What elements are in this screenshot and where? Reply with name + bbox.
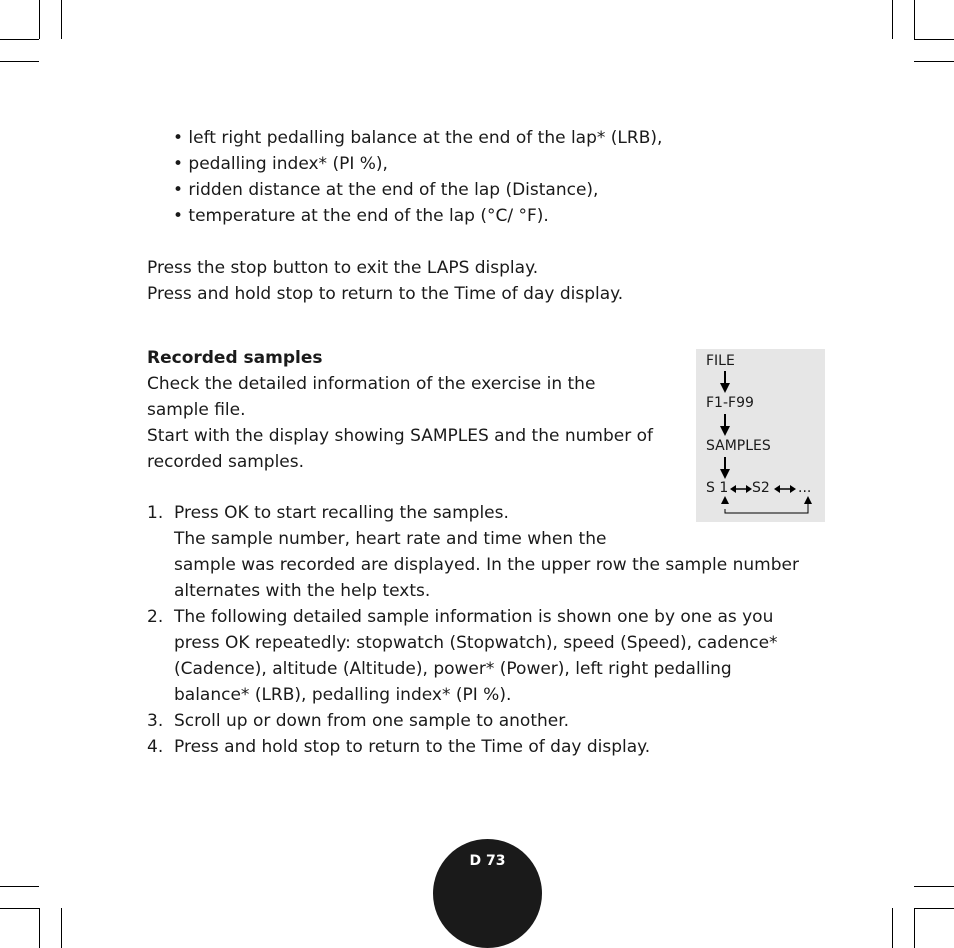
step-line: press OK repeatedly: stopwatch (Stopwatch), speed (Speed), cadence* (174, 633, 778, 653)
crop-mark (39, 908, 40, 948)
step-number: 2. (147, 607, 164, 627)
step-line: Press and hold stop to return to the Time of day display. (174, 737, 651, 757)
double-arrow-icon (730, 485, 752, 493)
bullet-item: • left right pedalling balance at the end of the lap* (LRB), (173, 128, 663, 148)
double-arrow-icon (774, 485, 796, 493)
page-number: D 73 (469, 853, 506, 869)
crop-mark (0, 886, 39, 887)
paragraph-line: Press and hold stop to return to the Time of day display. (147, 284, 624, 304)
intro-line: Check the detailed information of the exercise in the (147, 374, 596, 394)
section-heading: Recorded samples (147, 348, 323, 368)
step-line: balance* (LRB), pedalling index* (PI %). (174, 685, 512, 705)
step-number: 3. (147, 711, 164, 731)
bullet-item: • pedalling index* (PI %), (173, 154, 388, 174)
intro-line: sample file. (147, 400, 246, 420)
exit-paragraph (147, 255, 623, 307)
intro-line: recorded samples. (147, 452, 305, 472)
step-line: The following detailed sample information is shown one by one as you (174, 607, 774, 627)
step-line: The sample number, heart rate and time when the (174, 529, 607, 549)
diagram-label-file: FILE (706, 353, 735, 369)
diagram-label-s1: S 1 (706, 480, 729, 496)
crop-mark (39, 0, 40, 39)
step-number: 4. (147, 737, 164, 757)
loop-return-icon (721, 496, 812, 513)
crop-mark (914, 39, 954, 40)
crop-mark (0, 908, 39, 909)
down-arrow-icon (720, 371, 730, 393)
crop-mark (0, 39, 39, 40)
crop-mark (892, 908, 893, 948)
crop-mark (61, 908, 62, 948)
lap-info-bullet-list (173, 125, 662, 229)
step-line: Press OK to start recalling the samples. (174, 503, 509, 523)
page-number-badge (433, 839, 542, 948)
step-item (147, 604, 799, 708)
down-arrow-icon (720, 414, 730, 436)
step-item (147, 734, 799, 760)
intro-line: Start with the display showing SAMPLES and the number of (147, 426, 653, 446)
steps-list (147, 500, 799, 760)
bullet-item: • temperature at the end of the lap (°C/ °F). (173, 206, 549, 226)
step-number: 1. (147, 503, 164, 523)
diagram-arrows (696, 349, 825, 522)
step-item (147, 708, 799, 734)
diagram-label-range: F1-F99 (706, 395, 754, 411)
crop-mark (914, 0, 915, 39)
step-line: alternates with the help texts. (174, 581, 431, 601)
crop-mark (914, 886, 954, 887)
crop-mark (892, 0, 893, 39)
step-line: sample was recorded are displayed. In the upper row the sample number (174, 555, 799, 575)
paragraph-line: Press the stop button to exit the LAPS display. (147, 258, 539, 278)
crop-mark (61, 0, 62, 39)
sample-menu-diagram (696, 349, 825, 522)
crop-mark (914, 908, 915, 948)
down-arrow-icon (720, 457, 730, 479)
diagram-label-more: ... (798, 480, 812, 496)
crop-mark (0, 61, 39, 62)
step-line: (Cadence), altitude (Altitude), power* (Power), left right pedalling (174, 659, 732, 679)
recorded-samples-section (147, 345, 653, 475)
crop-mark (914, 61, 954, 62)
crop-mark (914, 908, 954, 909)
step-line: Scroll up or down from one sample to another. (174, 711, 570, 731)
diagram-label-samples: SAMPLES (706, 438, 771, 454)
diagram-label-s2: S2 (752, 480, 770, 496)
bullet-item: • ridden distance at the end of the lap (Distance), (173, 180, 599, 200)
